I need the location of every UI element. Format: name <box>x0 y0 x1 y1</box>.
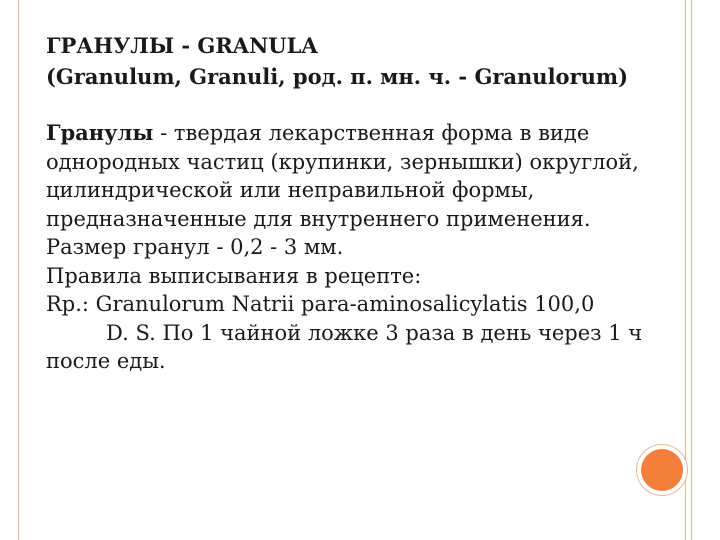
definition-line-1 <box>46 119 676 148</box>
prescription-rp-line: Rp.: Granulorum Natrii para-aminosalicylatis 100,0 <box>46 292 595 316</box>
definition-line-4: предназначенные для внутреннего применения. <box>46 206 591 231</box>
definition-term: Гранулы <box>46 120 154 145</box>
ds-text: По 1 чайной ложке 3 раза в день через 1 ч <box>155 320 643 345</box>
definition-line-1-text: - твердая лекарственная форма в виде <box>153 121 590 145</box>
title-line-2: (Granulum, Granuli, род. п. мн. ч. - Granulorum) <box>46 64 629 89</box>
decorative-circle-icon <box>641 449 683 491</box>
slide-frame-left-border <box>18 0 19 540</box>
slide-frame-right-border <box>685 0 720 540</box>
size-line: Размер гранул - 0,2 - 3 мм. <box>46 235 344 259</box>
slide-title <box>46 30 686 92</box>
prescription-ds-line <box>46 319 676 348</box>
rules-heading: Правила выписывания в рецепте: <box>46 263 422 288</box>
definition-line-2: однородных частиц (крупинки, зернышки) округлой, <box>46 149 639 174</box>
ds-label: D. S. <box>106 320 156 345</box>
definition-line-3: цилиндрической или неправильной формы, <box>46 178 535 202</box>
prescription-ds-continuation: после еды. <box>46 349 166 373</box>
slide-body <box>46 119 676 376</box>
title-line-1: ГРАНУЛЫ - GRANULA <box>46 33 318 58</box>
